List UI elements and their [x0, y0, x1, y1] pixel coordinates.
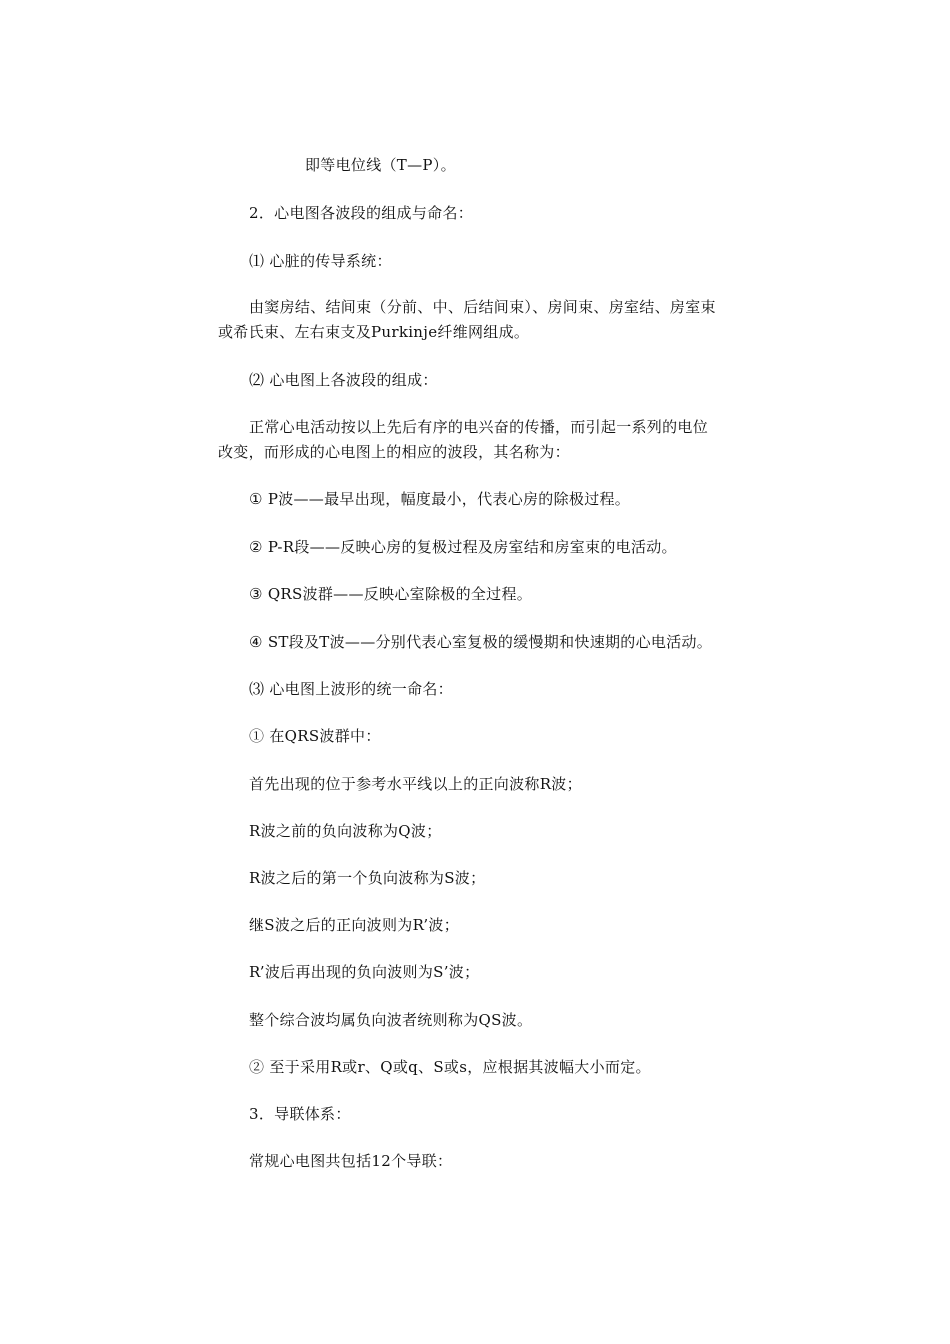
text-line-twelve-leads: 常规心电图共包括12个导联：: [249, 1152, 453, 1170]
subheading-wave-composition: ⑵ 心电图上各波段的组成：: [249, 371, 438, 389]
list-item-p-wave: ① P波——最早出现，幅度最小，代表心房的除极过程。: [249, 490, 631, 508]
list-item-pr-segment: ② P-R段——反映心房的复极过程及房室结和房室束的电活动。: [249, 538, 677, 556]
list-item-qrs-complex: ③ QRS波群——反映心室除极的全过程。: [249, 585, 533, 603]
paragraph-activity-line-2: 改变，而形成的心电图上的相应的波段，其名称为：: [218, 443, 570, 461]
text-line-equipotential: 即等电位线（T—P）。: [305, 156, 456, 174]
text-line-r-prime-wave: 继S波之后的正向波则为R’波；: [249, 916, 460, 934]
text-line-s-wave: R波之后的第一个负向波称为S波；: [249, 869, 486, 887]
section-heading-lead-system: 3．导联体系：: [249, 1105, 351, 1123]
paragraph-activity-line-1: 正常心电活动按以上先后有序的电兴奋的传播，而引起一系列的电位: [249, 418, 709, 436]
text-line-s-prime-wave: R’波后再出现的负向波则为S’波；: [249, 963, 480, 981]
text-line-r-wave: 首先出现的位于参考水平线以上的正向波称R波；: [249, 775, 582, 793]
list-item-st-t-wave: ④ ST段及T波——分别代表心室复极的缓慢期和快速期的心电活动。: [249, 633, 713, 651]
paragraph-conduction-line-1: 由窦房结、结间束（分前、中、后结间束）、房间束、房室结、房室束: [249, 298, 716, 316]
text-line-qs-wave: 整个综合波均属负向波者统则称为QS波。: [249, 1011, 533, 1029]
text-line-q-wave: R波之前的负向波称为Q波；: [249, 822, 442, 840]
subheading-conduction-system: ⑴ 心脏的传导系统：: [249, 252, 392, 270]
paragraph-conduction-line-2: 或希氏束、左右束支及Purkinje纤维网组成。: [218, 323, 530, 341]
section-heading-ecg-waves: 2．心电图各波段的组成与命名：: [249, 204, 474, 222]
list-item-amplitude-case: ② 至于采用R或r、Q或q、S或s，应根据其波幅大小而定。: [249, 1058, 651, 1076]
list-item-in-qrs: ① 在QRS波群中：: [249, 727, 381, 745]
subheading-naming: ⑶ 心电图上波形的统一命名：: [249, 680, 453, 698]
